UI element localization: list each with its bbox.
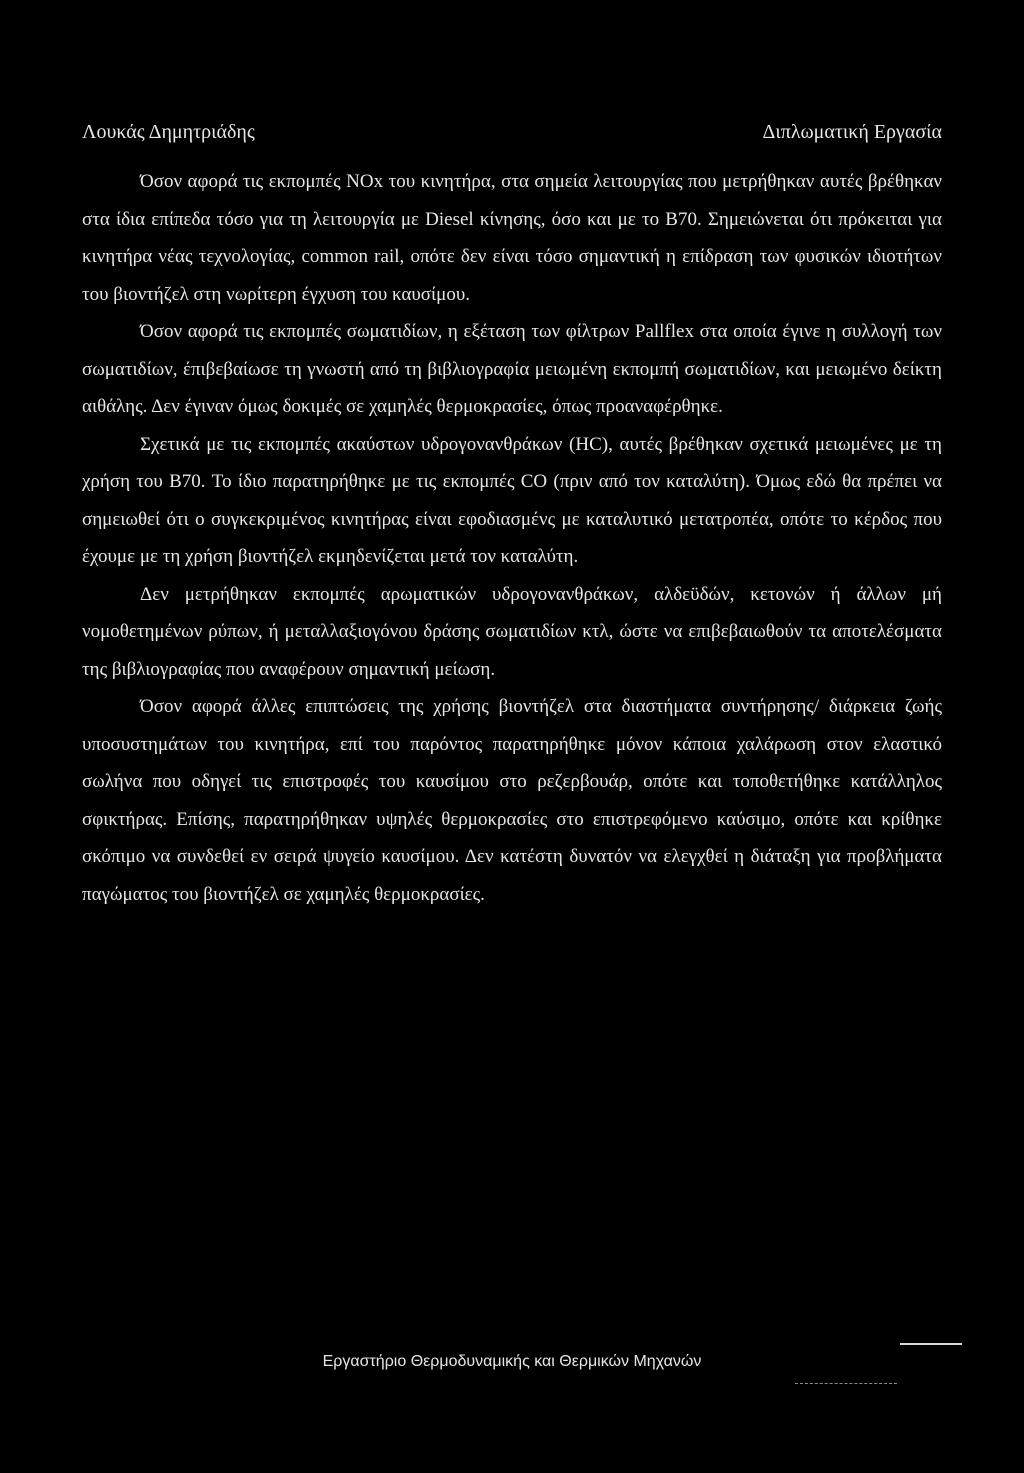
- document-body: [82, 163, 942, 913]
- footer-lab-name: Εργαστήριο Θερμοδυναμικής και Θερμικών Μηχανών: [322, 1353, 702, 1370]
- paragraph-nox-emissions: Όσον αφορά τις εκπομπές NOx του κινητήρα, στα σημεία λειτουργίας που μετρήθηκαν αυτές βρέθηκαν στα ίδια επίπεδα τόσο για τη λειτουργία με Diesel κίνησης, όσο και με το B70. Σημειώνεται ότι πρόκειται για κινητήρα νέας τεχνολογίας, common rail, οπότε δεν είναι τόσο σημαντική η επίδραση των φυσικών ιδιοτήτων του βιοντήζελ στη νωρίτερη έγχυση του καυσίμου.: [82, 171, 942, 305]
- paragraph-particulate-emissions: Όσον αφορά τις εκπομπές σωματιδίων, η εξέταση των φίλτρων Pallflex στα οποία έγινε η συλλογή των σωματιδίων, έπιβεβαίωσε τη γνωστή από τη βιβλιογραφία μειωμένη εκπομπή σωματιδίων, και μειωμένο δείκτη αιθάλης. Δεν έγιναν όμως δοκιμές σε χαμηλές θερμοκρασίες, όπως προαναφέρθηκε.: [82, 321, 942, 417]
- page-header: [82, 119, 942, 145]
- footer-rule: [900, 1343, 962, 1345]
- header-author: Λουκάς Δημητριάδης: [82, 121, 255, 143]
- header-document-type: Διπλωματική Εργασία: [762, 121, 942, 143]
- paragraph-maintenance-effects: Όσον αφορά άλλες επιπτώσεις της χρήσης βιοντήζελ στα διαστήματα συντήρησης/ διάρκεια ζωής υποσυστημάτων του κινητήρα, επί του παρόντος παρατηρήθηκε μόνον κάποια χαλάρωση στον ελαστικό σωλήνα που οδηγεί τις επιστροφές του καυσίμου στο ρεζερβουάρ, οπότε και τοποθετήθηκε κατάλληλος σφικτήρας. Επίσης, παρατηρήθηκαν υψηλές θερμοκρασίες στο επιστρεφόμενο καύσιμο, οπότε και κρίθηκε σκόπιμο να συνδεθεί εν σειρά ψυγείο καυσίμου. Δεν κατέστη δυνατόν να ελεγχθεί η διάταξη για προβλήματα παγώματος του βιοντήζελ σε χαμηλές θερμοκρασίες.: [82, 696, 942, 905]
- paragraph-hc-co-emissions: Σχετικά με τις εκπομπές ακαύστων υδρογονανθράκων (HC), αυτές βρέθηκαν σχετικά μειωμένες με τη χρήση του B70. Το ίδιο παρατηρήθηκε με τις εκπομπές CO (πριν από τον καταλύτη). Όμως εδώ θα πρέπει να σημειωθεί ότι ο συγκεκριμένος κινητήρας είναι εφοδιασμένς με καταλυτικό μετατροπέα, οπότε το κέρδος που έχουμε με τη χρήση βιοντήζελ εκμηδενίζεται μετά τον καταλύτη.: [82, 433, 942, 567]
- paragraph-unmeasured-emissions: Δεν μετρήθηκαν εκπομπές αρωματικών υδρογονανθράκων, αλδεϋδών, κετονών ή άλλων μή νομοθετημένων ρύπων, ή μεταλλαξιογόνου δράσης σωματιδίων κτλ, ώστε να επιβεβαιωθούν τα αποτελέσματα της βιβλιογραφίας που αναφέρουν σημαντική μείωση.: [82, 583, 942, 680]
- footer-dash-line: [795, 1383, 897, 1384]
